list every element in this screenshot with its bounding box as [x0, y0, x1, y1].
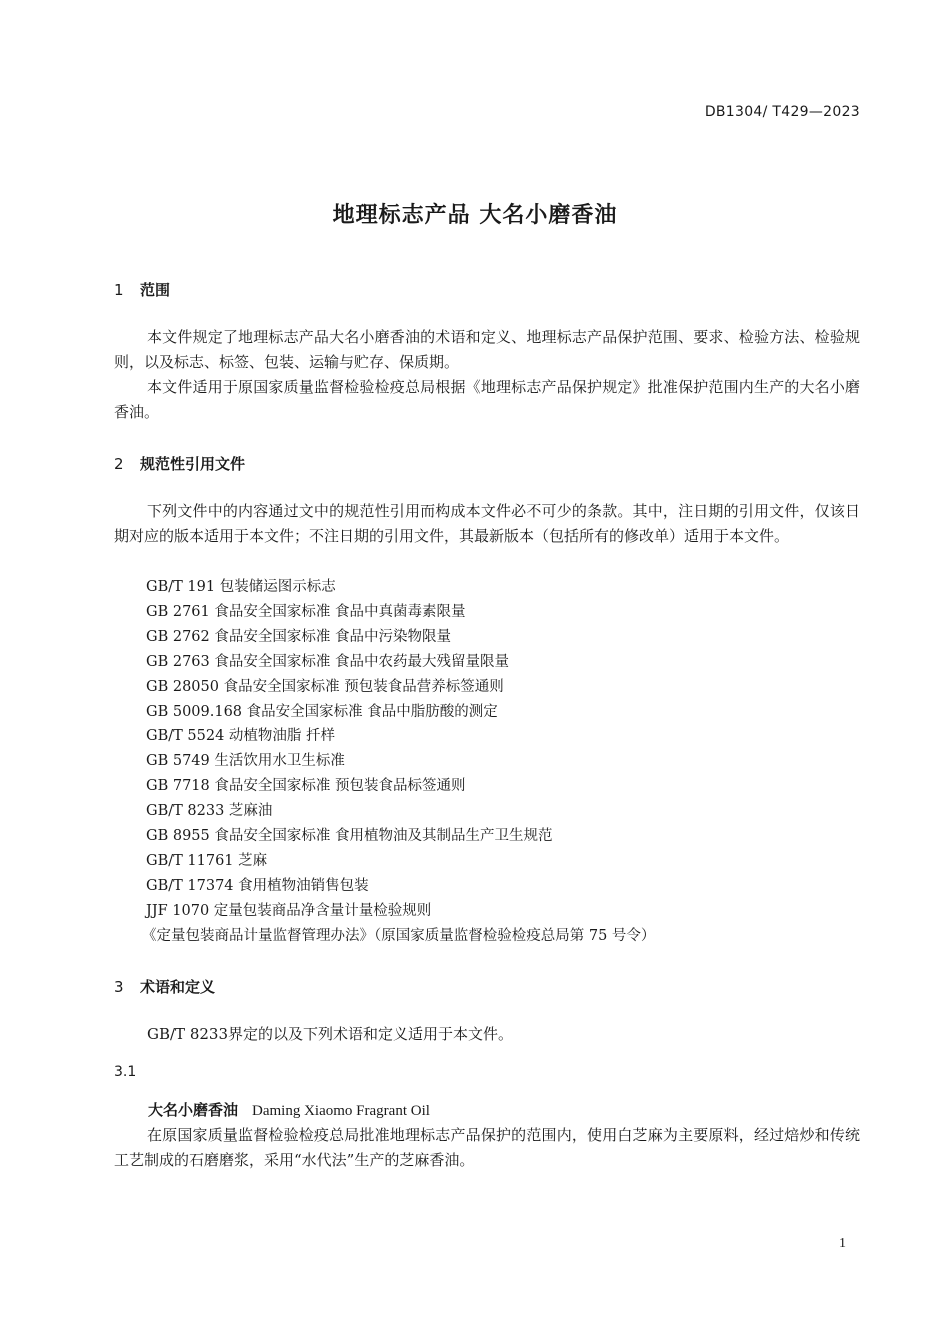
reference-item: 《定量包装商品计量监督管理办法》（原国家质量监督检验检疫总局第 75 号令） [142, 927, 656, 944]
reference-item: GB 5749 生活饮用水卫生标准 [146, 753, 345, 770]
reference-item: JJF 1070 定量包装商品净含量计量检验规则 [146, 902, 432, 919]
reference-item: GB/T 191 包装储运图示标志 [146, 579, 336, 595]
document-code: DB1304/ T429—2023 [704, 104, 860, 120]
term-english: Daming Xiaomo Fragrant Oil [252, 1103, 430, 1119]
reference-item: GB 2761 食品安全国家标准 食品中真菌毒素限量 [146, 603, 466, 620]
section-1-heading [114, 279, 170, 300]
subsection-number: 3.1 [114, 1064, 137, 1080]
section-number: 2 [114, 455, 124, 473]
section-title: 范围 [140, 281, 171, 299]
section-3-heading [114, 976, 215, 997]
section-1-paragraph: 本文件适用于原国家质量监督检验检疫总局根据《地理标志产品保护规定》批准保护范围内生产的大名小磨香油。 [114, 378, 860, 421]
section-number: 3 [114, 978, 124, 996]
reference-item: GB 28050 食品安全国家标准 预包装食品营养标签通则 [146, 678, 504, 695]
section-2-heading [114, 453, 245, 474]
reference-item: GB 2763 食品安全国家标准 食品中农药最大残留量限量 [146, 653, 509, 670]
reference-item: GB 2762 食品安全国家标准 食品中污染物限量 [146, 628, 451, 645]
section-2-intro: 下列文件中的内容通过文中的规范性引用而构成本文件必不可少的条款。其中，注日期的引用文件，仅该日期对应的版本适用于本文件；不注日期的引用文件，其最新版本（包括所有的修改单）适用于本文件。 [114, 502, 860, 545]
term-definition: 在原国家质量监督检验检疫总局批准地理标志产品保护的范围内，使用白芝麻为主要原料，经过焙炒和传统工艺制成的石磨磨浆，采用“水代法”生产的芝麻香油。 [114, 1126, 860, 1169]
section-title: 规范性引用文件 [140, 455, 246, 473]
section-number: 1 [114, 281, 124, 299]
term-chinese: 大名小磨香油 [148, 1101, 239, 1119]
reference-item: GB/T 17374 食用植物油销售包装 [146, 877, 369, 894]
section-title: 术语和定义 [140, 978, 216, 996]
reference-item: GB 5009.168 食品安全国家标准 食品中脂肪酸的测定 [146, 703, 498, 720]
reference-item: GB 8955 食品安全国家标准 食用植物油及其制品生产卫生规范 [146, 828, 553, 845]
page-title: 地理标志产品 大名小磨香油 [332, 203, 618, 228]
section-1-paragraph: 本文件规定了地理标志产品大名小磨香油的术语和定义、地理标志产品保护范围、要求、检验方法、检验规则，以及标志、标签、包装、运输与贮存、保质期。 [114, 328, 860, 371]
reference-item: GB 7718 食品安全国家标准 预包装食品标签通则 [146, 778, 466, 795]
reference-item: GB/T 5524 动植物油脂 扦样 [146, 728, 336, 745]
reference-list [142, 575, 656, 949]
reference-item: GB/T 8233 芝麻油 [146, 803, 273, 820]
page-number: 1 [839, 1236, 846, 1251]
section-3-intro: GB/T 8233界定的以及下列术语和定义适用于本文件。 [147, 1025, 514, 1043]
reference-item: GB/T 11761 芝麻 [146, 852, 268, 869]
term-entry [148, 1099, 430, 1120]
